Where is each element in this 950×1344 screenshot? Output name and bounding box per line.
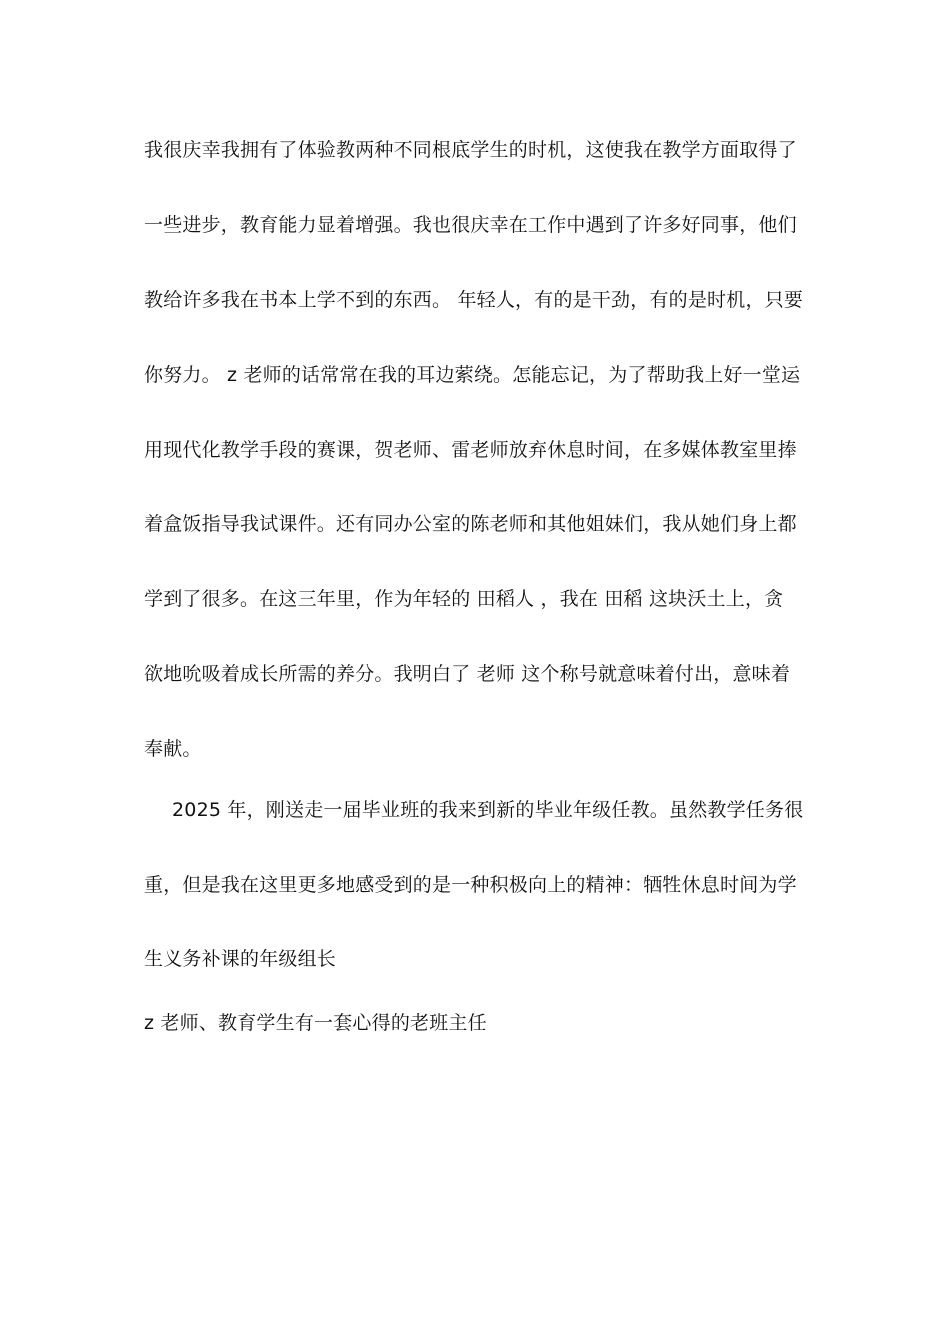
text-line: 教给许多我在书本上学不到的东西。 年轻人，有的是干劲，有的是时机，只要	[144, 289, 804, 311]
text-line: 奉献。	[144, 738, 202, 760]
text-line: 重，但是我在这里更多地感受到的是一种积极向上的精神：牺牲休息时间为学	[144, 874, 797, 896]
text-line: 你努力。 z 老师的话常常在我的耳边萦绕。怎能忘记，为了帮助我上好一堂运	[144, 364, 801, 386]
text-line: 2025 年，刚送走一届毕业班的我来到新的毕业年级任教。虽然教学任务很	[172, 799, 804, 821]
text-line: 欲地吮吸着成长所需的养分。我明白了 老师 这个称号就意味着付出，意味着	[144, 663, 791, 685]
text-line: 用现代化教学手段的赛课，贺老师、雷老师放弃休息时间，在多媒体教室里捧	[144, 439, 797, 461]
text-line: 我很庆幸我拥有了体验教两种不同根底学生的时机，这使我在教学方面取得了	[144, 139, 797, 161]
text-line: 生义务补课的年级组长	[144, 948, 337, 970]
text-line: 学到了很多。在这三年里，作为年轻的 田稻人 ，我在 田稻 这块沃土上，贪	[144, 588, 784, 610]
text-line: 着盒饭指导我试课件。还有同办公室的陈老师和其他姐妹们，我从她们身上都	[144, 513, 797, 535]
text-line: 一些进步，教育能力显着增强。我也很庆幸在工作中遇到了许多好同事，他们	[144, 214, 797, 236]
text-line: z 老师、教育学生有一套心得的老班主任	[144, 1012, 487, 1034]
